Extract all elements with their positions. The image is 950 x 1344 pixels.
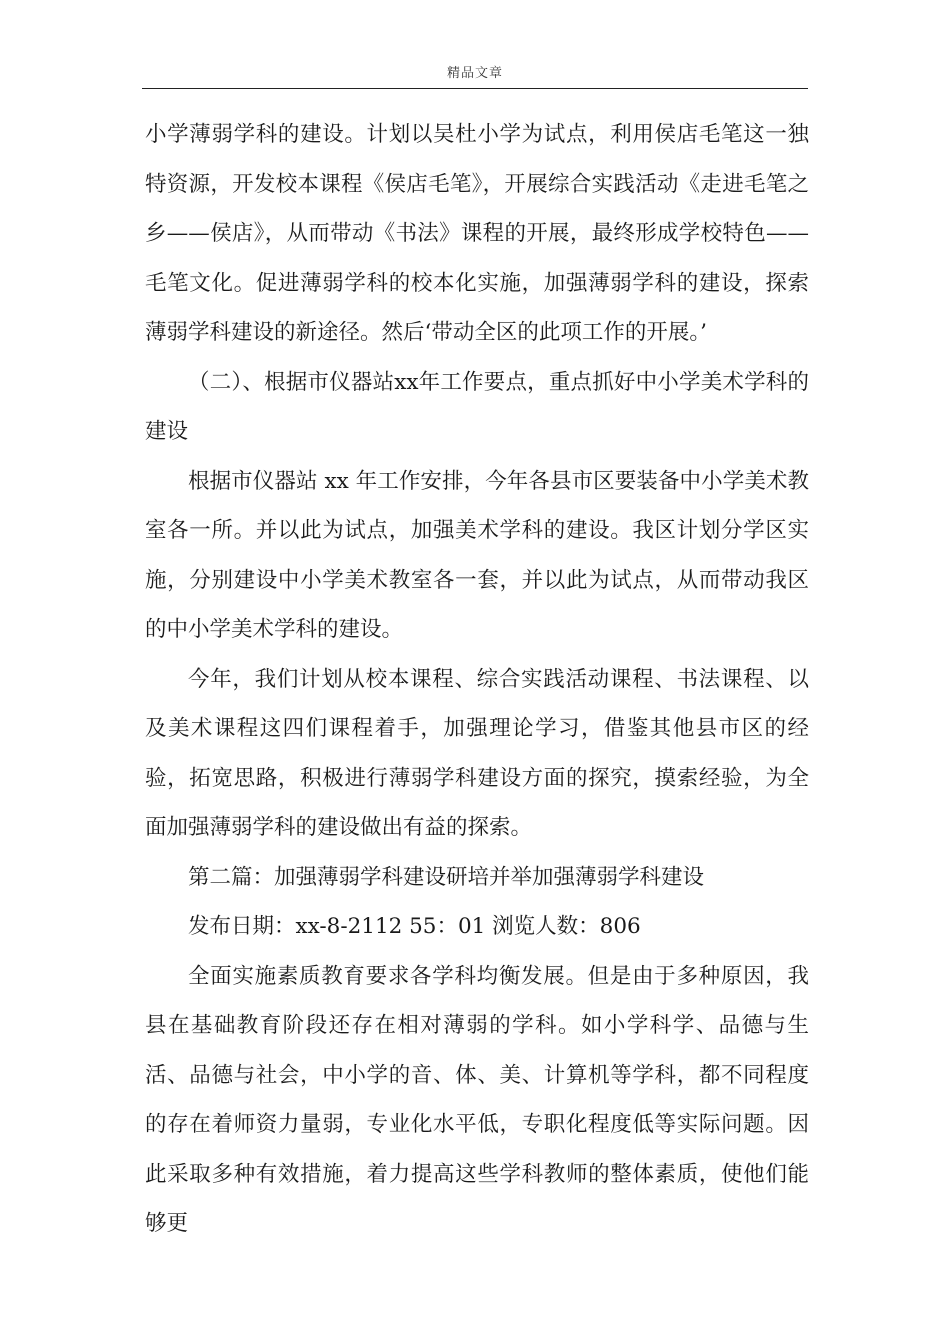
publish-info: 发布日期：xx-8-2112 55：01 浏览人数：806 bbox=[188, 914, 641, 939]
paragraph-continuation: 小学薄弱学科的建设。计划以吴杜小学为试点，利用侯店毛笔这一独特资源，开发校本课程《侯店毛笔》，开展综合实践活动《走进毛笔之乡——侯店》，从而带动《书法》课程的开展，最终形成学校特色——毛笔文化。促进薄弱学科的校本化实施，加强薄弱学科的建设，探索薄弱学科建设的新途径。然后‘带动全区的此项工作的开展。’ bbox=[145, 122, 809, 345]
paragraph-quality-education: 全面实施素质教育要求各学科均衡发展。但是由于多种原因，我县在基础教育阶段还存在相对薄弱的学科。如小学科学、品德与生活、品德与社会，中小学的音、体、美、计算机等学科，都不同程度的存在着师资力量弱，专业化水平低，专职化程度低等实际问题。因此采取多种有效措施，着力提高这些学科教师的整体素质，使他们能够更 bbox=[145, 963, 809, 1236]
page-header-title: 精品文章 bbox=[446, 66, 503, 81]
document-body bbox=[145, 110, 809, 1249]
article-title: 第二篇：加强薄弱学科建设研培并举加强薄弱学科建设 bbox=[188, 864, 705, 890]
paragraph-this-year: 今年，我们计划从校本课程、综合实践活动课程、书法课程、以及美术课程这四们课程着手，加强理论学习，借鉴其他县市区的经验，拓宽思路，积极进行薄弱学科建设方面的探究，摸索经验，为全面加强薄弱学科的建设做出有益的探索。 bbox=[145, 666, 809, 840]
paragraph-art-plan: 根据市仪器站 xx 年工作安排，今年各县市区要装备中小学美术教室各一所。并以此为试点，加强美术学科的建设。我区计划分学区实施，分别建设中小学美术教室各一套，并以此为试点，从而带动我区的中小学美术学科的建设。 bbox=[145, 468, 809, 642]
header-divider bbox=[142, 88, 808, 89]
section-heading-art: （二）、根据市仪器站xx年工作要点，重点抓好中小学美术学科的建设 bbox=[145, 369, 809, 444]
